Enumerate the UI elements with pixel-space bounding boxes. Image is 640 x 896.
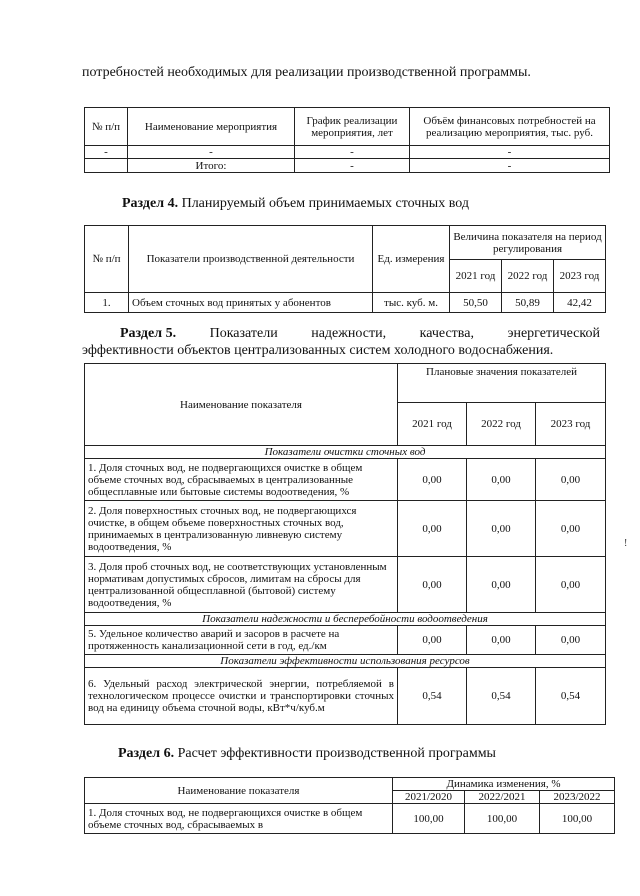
group-title: Показатели очистки сточных вод xyxy=(85,446,606,459)
table-cell: 0,00 xyxy=(536,459,606,501)
table-cell: 0,54 xyxy=(398,668,467,725)
table-row xyxy=(85,804,615,834)
section-5-word: качества, xyxy=(419,326,474,341)
section-6-heading xyxy=(118,746,496,762)
table-cell: 0,00 xyxy=(467,459,536,501)
section-5-word: энергетической xyxy=(507,326,600,341)
table-row xyxy=(85,626,606,655)
col-header-indicator: Показатели производственной деятельности xyxy=(129,226,373,293)
table-header-row xyxy=(85,778,615,791)
table-cell: 50,89 xyxy=(502,293,554,313)
table-cell: - xyxy=(410,159,610,173)
col-header-year: 2021 год xyxy=(450,260,502,293)
table-cell: 0,00 xyxy=(467,557,536,613)
table-row xyxy=(85,146,610,159)
table-cell: Объем сточных вод принятых у абонентов xyxy=(129,293,373,313)
reliability-indicators-table xyxy=(84,363,606,725)
financial-needs-table xyxy=(84,107,610,173)
table-cell: 0,00 xyxy=(536,501,606,557)
section-5-heading xyxy=(82,325,600,359)
col-header-num: № п/п xyxy=(85,108,128,146)
table-cell: 42,42 xyxy=(554,293,606,313)
section-6-title: Расчет эффективности производственной программы xyxy=(177,746,496,761)
table-row xyxy=(85,557,606,613)
efficiency-table xyxy=(84,777,615,834)
col-header-dynamics: Динамика изменения, % xyxy=(393,778,615,791)
col-header-name: Наименование показателя xyxy=(85,778,393,804)
table-header-row xyxy=(85,364,606,403)
col-header-schedule: График реализации мероприятия, лет xyxy=(295,108,410,146)
table-cell: - xyxy=(410,146,610,159)
table-cell: 100,00 xyxy=(393,804,465,834)
table-cell: 0,00 xyxy=(398,459,467,501)
section-4-title: Планируемый объем принимаемых сточных вод xyxy=(181,196,469,211)
section-5-word: Показатели xyxy=(209,326,278,341)
indicator-name: 1. Доля сточных вод, не подвергающихся очистке в общем объеме сточных вод, сбрасываемых в xyxy=(85,804,393,834)
table-header-row xyxy=(85,108,610,146)
col-header-unit: Ед. измерения xyxy=(373,226,450,293)
indicator-name: 2. Доля поверхностных сточных вод, не подвергающихся очистке, в общем объеме поверхностных сточных вод, принимаемых в централизованную ливневую систему водоотведения, % xyxy=(85,501,398,557)
group-header-row xyxy=(85,613,606,626)
table-cell: 0,00 xyxy=(467,626,536,655)
table-cell: - xyxy=(295,159,410,173)
intro-text: потребностей необходимых для реализации производственной программы. xyxy=(82,65,531,80)
table-row xyxy=(85,459,606,501)
section-6-label: Раздел 6. xyxy=(118,746,175,761)
total-label: Итого: xyxy=(128,159,295,173)
col-header-period: 2021/2020 xyxy=(393,791,465,804)
section-4-heading xyxy=(122,196,469,212)
col-header-num: № п/п xyxy=(85,226,129,293)
table-cell: 0,00 xyxy=(398,557,467,613)
section-5-word: надежности, xyxy=(311,326,387,341)
margin-mark: ! xyxy=(624,538,628,549)
col-header-year: 2023 год xyxy=(536,403,606,446)
table-cell: - xyxy=(295,146,410,159)
col-header-period: Величина показателя на период регулирования xyxy=(450,226,606,260)
table-cell: 1. xyxy=(85,293,129,313)
col-header-year: 2022 год xyxy=(467,403,536,446)
indicator-name: 5. Удельное количество аварий и засоров в расчете на протяженность канализационной сети в год, ед./км xyxy=(85,626,398,655)
table-cell: 100,00 xyxy=(465,804,540,834)
table-cell: - xyxy=(85,146,128,159)
section-4-label: Раздел 4. xyxy=(122,196,179,211)
table-cell: 0,00 xyxy=(467,501,536,557)
col-header-year: 2021 год xyxy=(398,403,467,446)
table-cell: 100,00 xyxy=(540,804,615,834)
group-title: Показатели надежности и бесперебойности водоотведения xyxy=(85,613,606,626)
group-header-row xyxy=(85,446,606,459)
table-row xyxy=(85,668,606,725)
table-cell xyxy=(85,159,128,173)
table-row xyxy=(85,293,606,313)
indicator-name: 6. Удельный расход электрической энергии, потребляемой в технологическом процессе очистки и транспортировки сточных вод на единицу объема сточной воды, кВт*ч/куб.м xyxy=(85,668,398,725)
col-header-name: Наименование показателя xyxy=(85,364,398,446)
section-5-label: Раздел 5. xyxy=(120,326,177,341)
table-cell: - xyxy=(128,146,295,159)
table-cell: 0,54 xyxy=(536,668,606,725)
table-cell: 0,54 xyxy=(467,668,536,725)
table-row xyxy=(85,501,606,557)
table-cell: 0,00 xyxy=(398,501,467,557)
group-header-row xyxy=(85,655,606,668)
indicator-name: 1. Доля сточных вод, не подвергающихся очистке в общем объеме сточных вод, сбрасываемых в централизованные общесплавные или бытовые системы водоотведения, % xyxy=(85,459,398,501)
indicator-name: 3. Доля проб сточных вод, не соответствующих установленным нормативам допустимых сбросов, лимитам на сбросы для централизованной общесплавной (бытовой) систему водоотведения, % xyxy=(85,557,398,613)
col-header-period: 2023/2022 xyxy=(540,791,615,804)
col-header-period: 2022/2021 xyxy=(465,791,540,804)
table-cell: тыс. куб. м. xyxy=(373,293,450,313)
table-cell: 0,00 xyxy=(536,626,606,655)
col-header-year: 2022 год xyxy=(502,260,554,293)
col-header-financing: Объём финансовых потребностей на реализацию мероприятия, тыс. руб. xyxy=(410,108,610,146)
col-header-planned: Плановые значения показателей xyxy=(398,364,606,403)
table-header-row xyxy=(85,226,606,260)
group-title: Показатели эффективности использования ресурсов xyxy=(85,655,606,668)
total-row xyxy=(85,159,610,173)
table-cell: 0,00 xyxy=(536,557,606,613)
section-5-title-line2: эффективности объектов централизованных систем холодного водоснабжения. xyxy=(82,343,554,358)
col-header-measure: Наименование мероприятия xyxy=(128,108,295,146)
wastewater-volume-table xyxy=(84,225,606,313)
table-cell: 0,00 xyxy=(398,626,467,655)
col-header-year: 2023 год xyxy=(554,260,606,293)
table-cell: 50,50 xyxy=(450,293,502,313)
